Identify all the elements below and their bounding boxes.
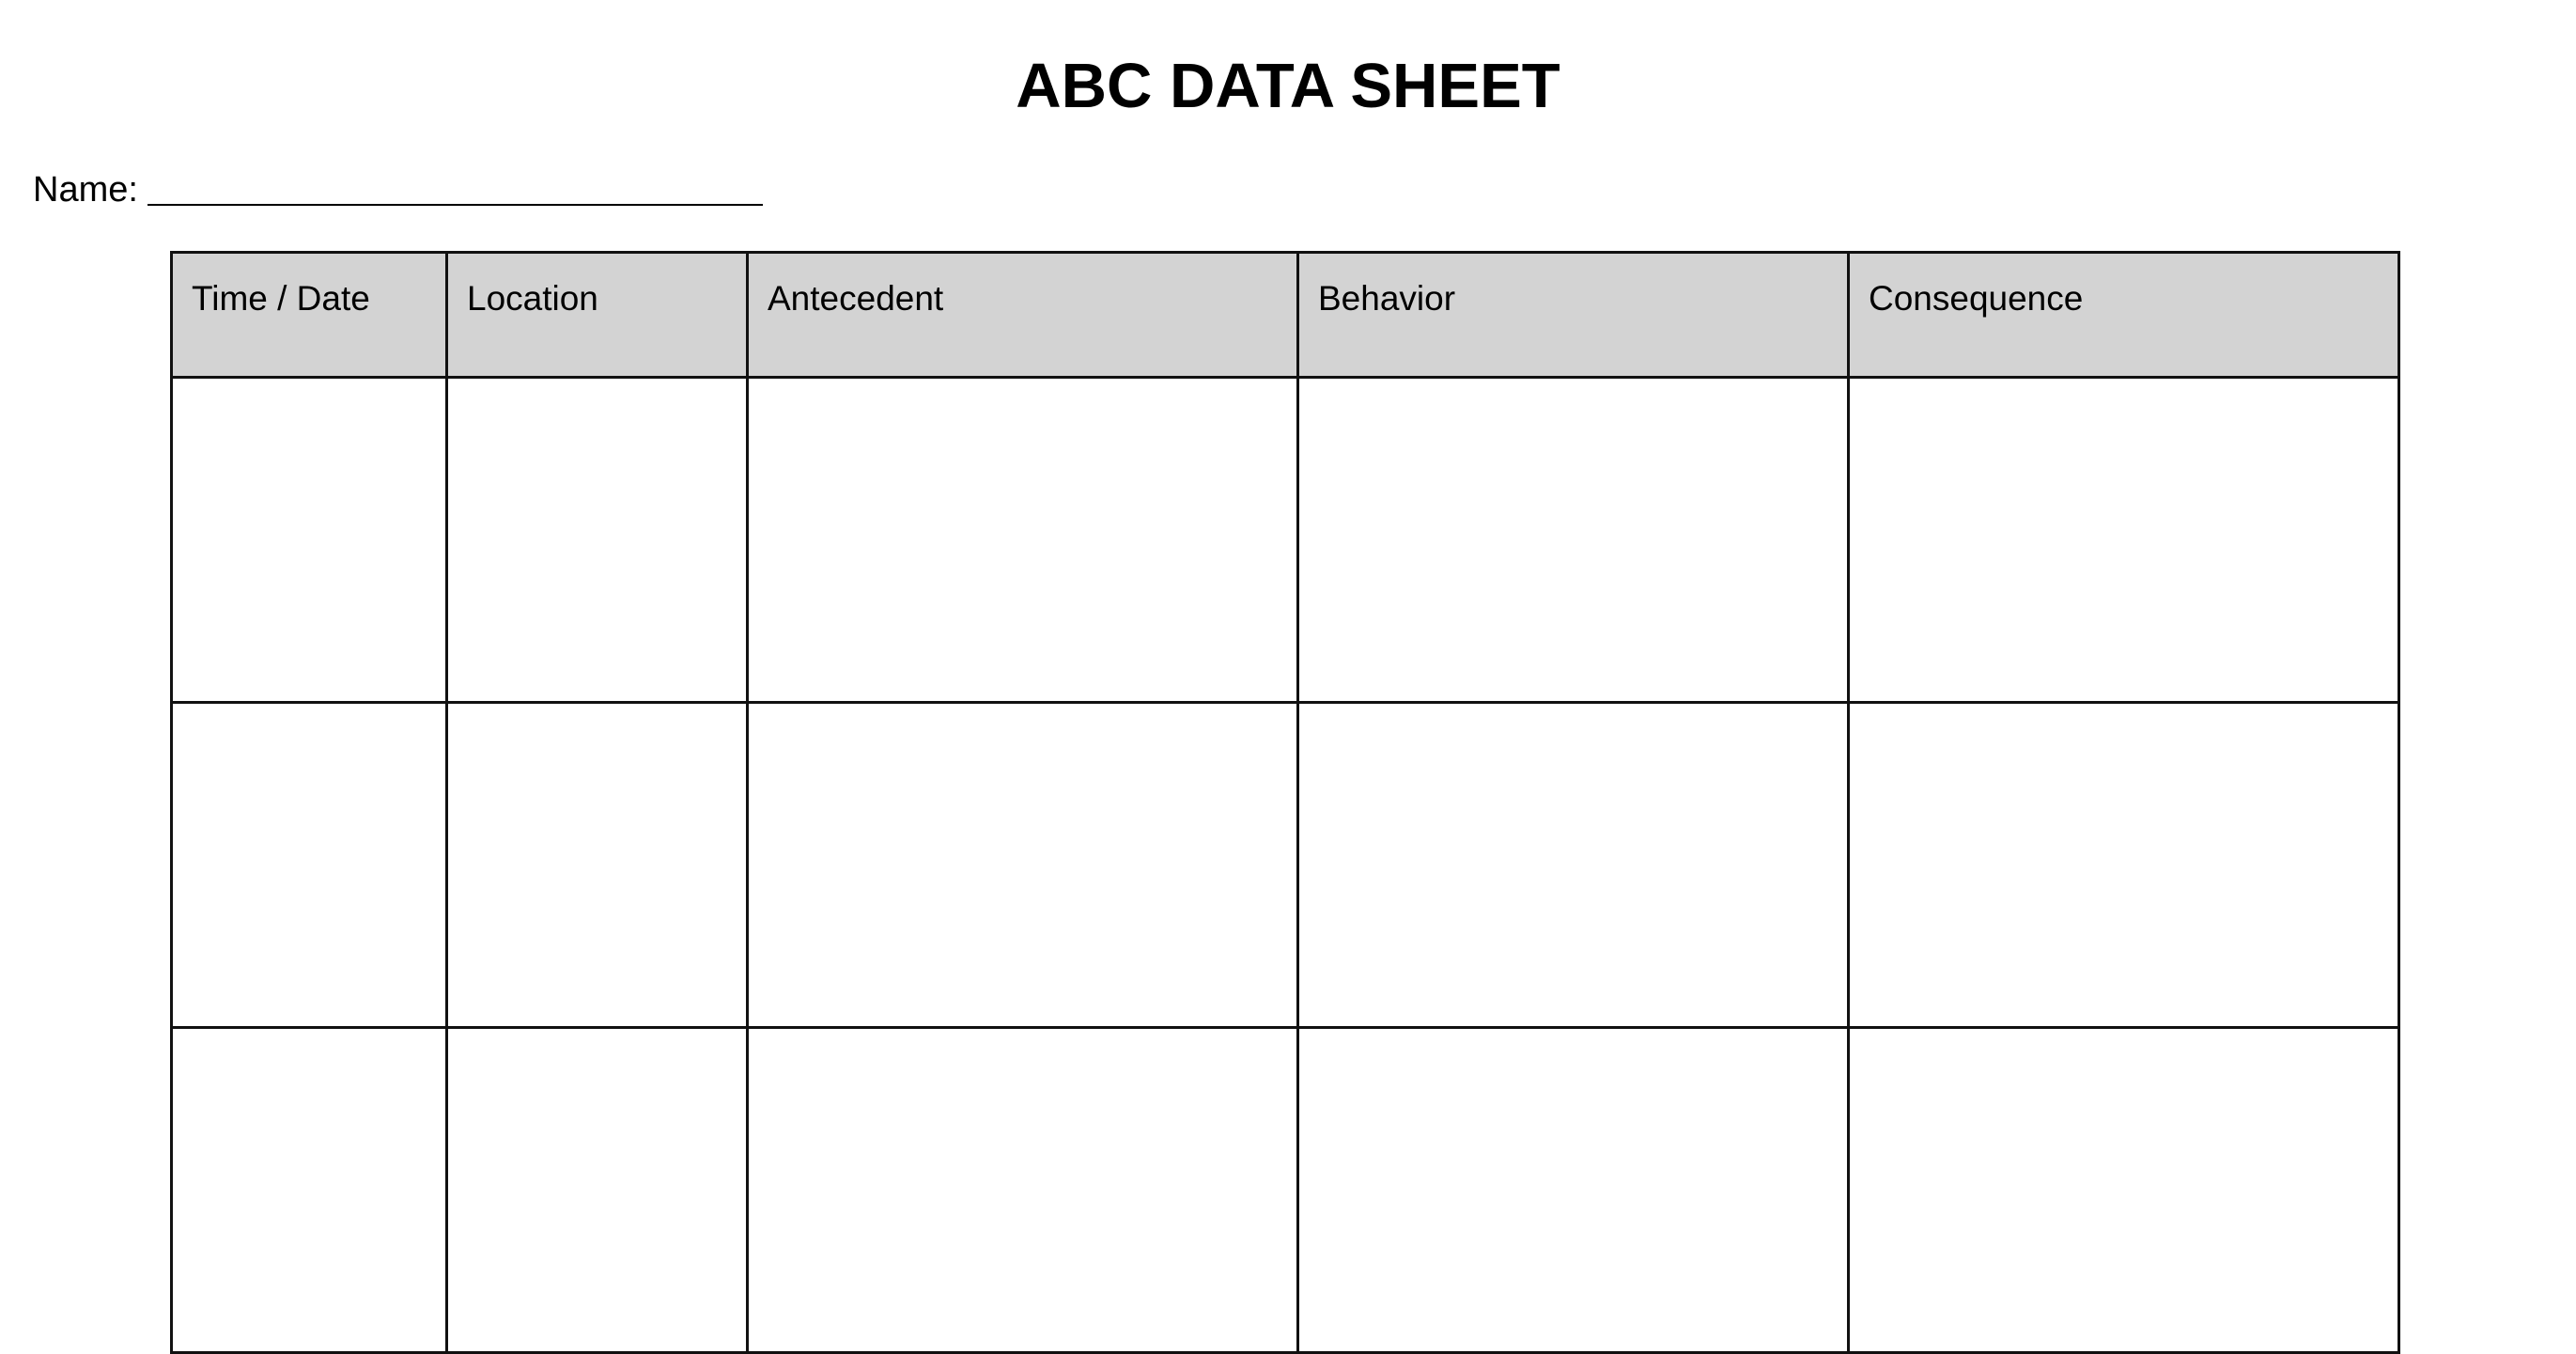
name-label: Name: [33,170,138,210]
column-header-time-date [172,253,447,378]
table-cell[interactable] [447,378,748,703]
column-header-label: Location [467,279,598,318]
column-header-label: Time / Date [192,279,370,318]
table-cell[interactable] [447,1028,748,1353]
table-cell[interactable] [1298,378,1849,703]
table-cell[interactable] [748,1028,1298,1353]
table-cell[interactable] [1849,703,2399,1028]
table-cell[interactable] [748,378,1298,703]
abc-data-table [170,251,2400,1354]
column-header-label: Consequence [1869,279,2084,318]
column-header-label: Antecedent [768,279,944,318]
table-row [172,703,2399,1028]
table-row [172,378,2399,703]
table-cell[interactable] [172,703,447,1028]
column-header-consequence [1849,253,2399,378]
column-header-antecedent [748,253,1298,378]
table-cell[interactable] [748,703,1298,1028]
table-row [172,1028,2399,1353]
table-header-row [172,253,2399,378]
table-cell[interactable] [172,378,447,703]
name-field[interactable] [147,204,763,206]
table-cell[interactable] [172,1028,447,1353]
table-cell[interactable] [1849,1028,2399,1353]
column-header-label: Behavior [1318,279,1456,318]
table-cell[interactable] [1298,703,1849,1028]
column-header-location [447,253,748,378]
table-cell[interactable] [447,703,748,1028]
table-cell[interactable] [1849,378,2399,703]
column-header-behavior [1298,253,1849,378]
name-row [33,169,763,210]
table-cell[interactable] [1298,1028,1849,1353]
page-title: ABC DATA SHEET [1016,51,1560,121]
